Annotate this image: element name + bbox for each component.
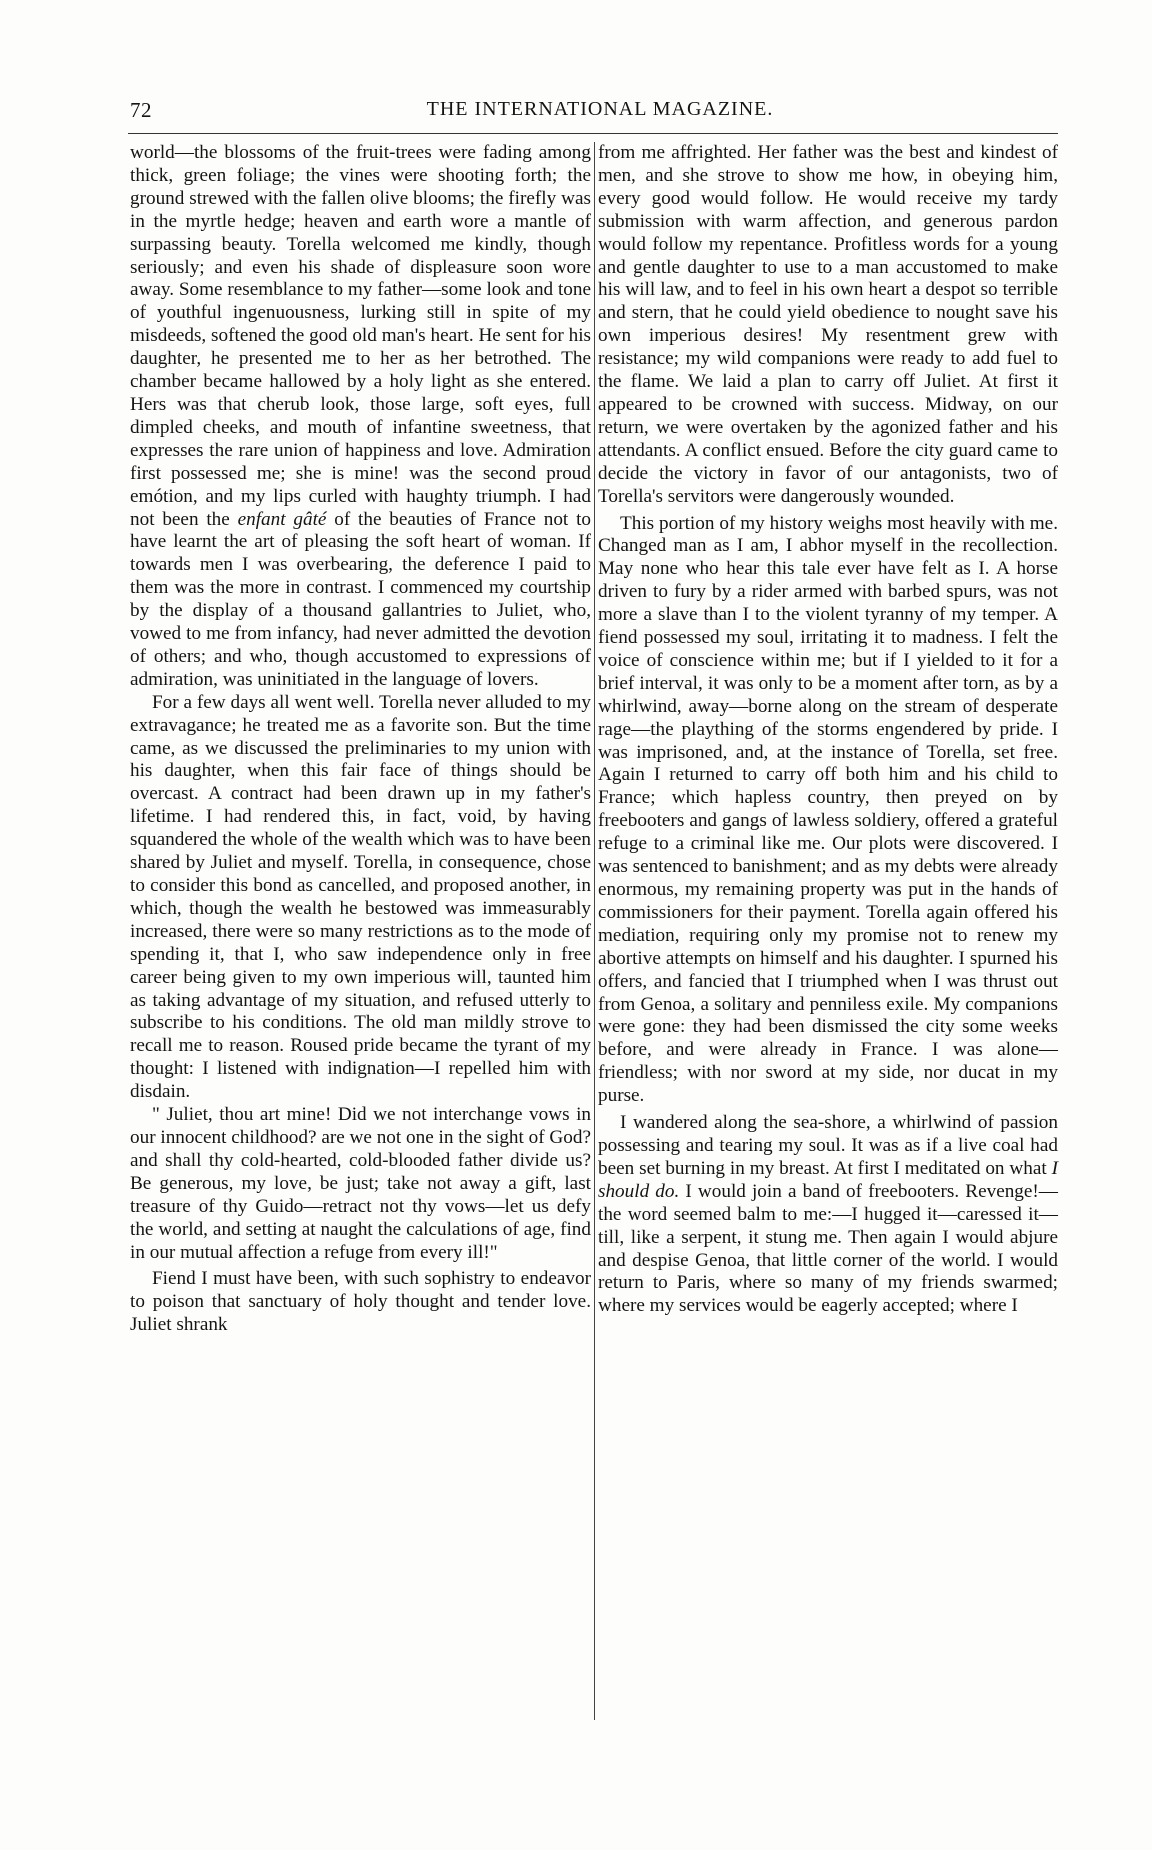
left-p1-italic: enfant gâté — [237, 508, 327, 530]
page-header — [130, 98, 1058, 128]
left-paragraph-4: Fiend I must have been, with such sophistry to endeavor to poison that sanctuary of holy thought and tender love. Juliet shrank — [130, 1268, 591, 1336]
right-p3-text: I wandered along the sea-shore, a whirlwind of passion possessing and tearing my soul. It was as if a live coal had been set burning in my breast. At first I meditated on what — [598, 1112, 1058, 1179]
right-p3-italic: I should do. — [598, 1157, 1058, 1202]
right-paragraph-1: from me affrighted. Her father was the best and kindest of men, and she strove to show me how, in obeying him, every good would follow. He would receive my tardy submission with warm affection, and generous pardon would follow my repentance. Profitless words for a young and gentle daughter to use to a man accustomed to make his will law, and to feel in his own heart a despot so terrible and stern, that he could yield obedience to nought save his own imperious desires! My resentment grew with resistance; my wild companions were ready to add fuel to the flame. We laid a plan to carry off Juliet. At first it appeared to be crowned with success. Midway, on our return, we were overtaken by the agonized father and his attendants. A conflict ensued. Before the city guard came to decide the victory in favor of our antagonists, two of Torella's servitors were dangerously wounded. — [598, 142, 1058, 507]
left-paragraph-1 — [130, 142, 591, 692]
running-title: THE INTERNATIONAL MAGAZINE. — [426, 98, 774, 120]
right-paragraph-2: This portion of my history weighs most heavily with me. Changed man as I am, I abhor myself in the recollection. May none who hear this tale ever have felt as I. A horse driven to fury by a rider armed with barbed spurs, was not more a slave than I to the violent tyranny of my temper. A fiend possessed my soul, irritating it to madness. I felt the voice of conscience within me; but if I yielded to it for a brief interval, it was only to be a moment after torn, as by a whirlwind, away—borne along on the stream of desperate rage—the plaything of the storms engendered by pride. I was imprisoned, and, at the instance of Torella, set free. Again I returned to carry off both him and his child to France; which hapless country, then preyed on by freebooters and gangs of lawless soldiery, offered a grateful refuge to a criminal like me. Our plots were discovered. I was sentenced to banishment; and as my debts were already enormous, my remaining property was put in the hands of commissioners for their payment. Torella again offered his mediation, requiring only my promise not to renew my abortive attempts on himself and his daughter. I spurned his offers, and fancied that I triumphed when I was thrust out from Genoa, a solitary and penniless exile. My companions were gone: they had been dismissed the city some weeks before, and were already in France. I was alone—friendless; with nor sword at my side, nor ducat in my purse. — [598, 512, 1058, 1107]
left-column — [130, 142, 591, 1337]
left-paragraph-2: For a few days all went well. Torella never alluded to my extravagance; he treated me as a favorite son. But the time came, as we discussed the preliminaries to my union with his daughter, when this fair face of things should be overcast. A contract had been drawn up in my father's lifetime. I had rendered this, in fact, void, by having squandered the whole of the wealth which was to have been shared by Juliet and myself. Torella, in consequence, chose to consider this bond as cancelled, and proposed another, in which, though the wealth he bestowed was immeasurably increased, there were so many restrictions as to the mode of spending it, that I, who saw independence only in free career being given to my own imperious will, taunted him as taking advantage of my situation, and refused utterly to subscribe to his conditions. The old man mildly strove to recall me to reason. Roused pride became the tyrant of my thought: I listened with indignation—I repelled him with disdain. — [130, 691, 591, 1103]
right-p3-tail: I would join a band of freebooters. Revenge!—the word seemed balm to me:—I hugged it—caressed it—till, like a serpent, it stung me. Then again I would abjure and despise Genoa, that little corner of the world. I would return to Paris, where so many of my friends swarmed; where my services would be eagerly accepted; where I — [598, 1180, 1058, 1317]
header-rule — [128, 133, 1058, 134]
left-paragraph-3: " Juliet, thou art mine! Did we not interchange vows in our innocent childhood? are we not one in the sight of God? and shall thy cold-hearted, cold-blooded father divide us? Be generous, my love, be just; take not away a gift, last treasure of thy Guido—retract not thy vows—let us defy the world, and setting at naught the calculations of age, find in our mutual affection a refuge from every ill!" — [130, 1104, 591, 1263]
page-number: 72 — [130, 98, 152, 122]
right-column — [598, 142, 1058, 1318]
left-p1-tail: of the beauties of France not to have learnt the art of pleasing the soft heart of woman. If towards men I was overbearing, the deference I paid to them was the more in contrast. I commenced my courtship by the display of a thousand gallantries to Juliet, who, vowed to me from infancy, had never admitted the devotion of others; and who, though accustomed to expressions of admiration, was uninitiated in the language of lovers. — [130, 508, 591, 690]
column-divider — [594, 142, 595, 1720]
right-paragraph-3 — [598, 1112, 1058, 1318]
left-p1-text: world—the blossoms of the fruit-trees were fading among thick, green foliage; the vines were shooting forth; the ground strewed with the fallen olive blooms; the firefly was in the myrtle hedge; heaven and earth wore a mantle of surpassing beauty. Torella welcomed me kindly, though seriously; and even his shade of displeasure soon wore away. Some resemblance to my father—some look and tone of youthful ingenuousness, lurking still in spite of my misdeeds, softened the good old man's heart. He sent for his daughter, he presented me to her as her betrothed. The chamber became hallowed by a holy light as she entered. Hers was that cherub look, those large, soft eyes, full dimpled cheeks, and mouth of infantine sweetness, that expresses the rare union of happiness and love. Admiration first possessed me; she is mine! was the second proud emótion, and my lips curled with haughty triumph. I had not been the — [130, 142, 591, 530]
